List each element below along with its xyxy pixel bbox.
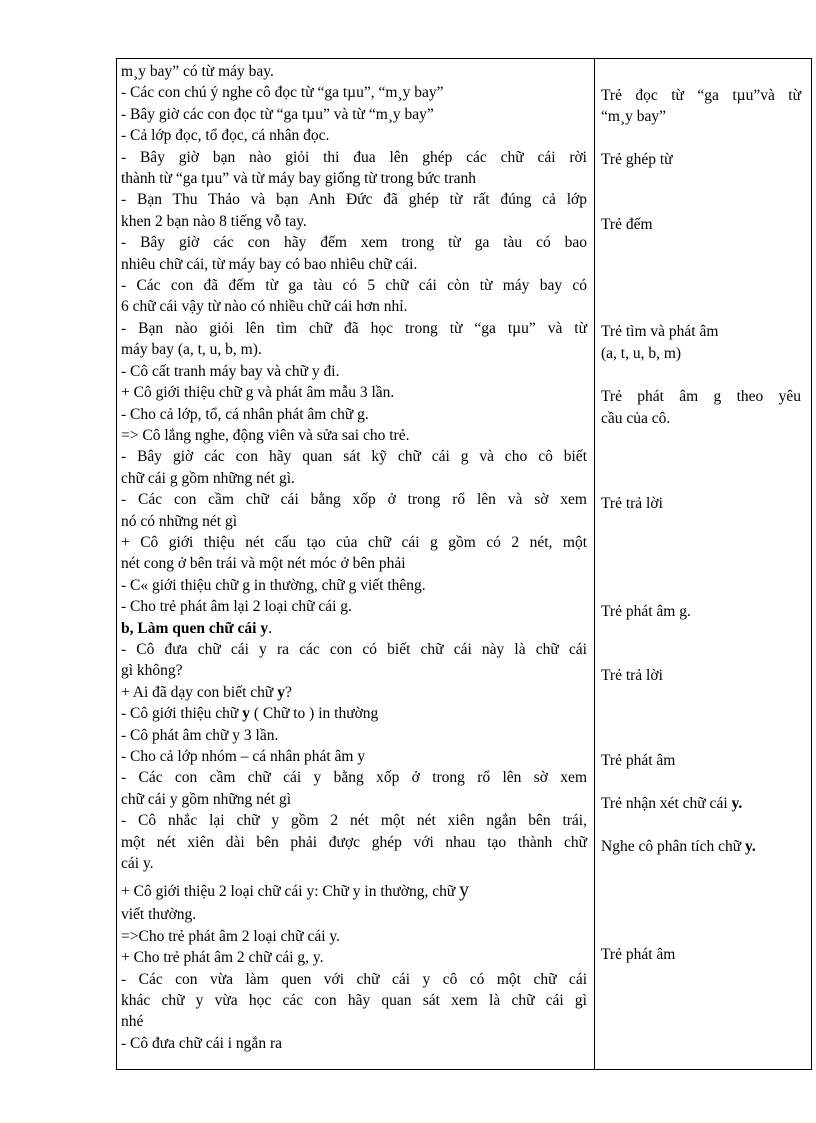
text-segment: - Cô giới thiệu chữ — [121, 705, 243, 723]
text-line: - C« giới thiệu chữ g in thường, chữ g viết thêng. — [121, 576, 426, 594]
text-line: nhiêu chữ cái, từ máy bay có bao nhiêu chữ cái. — [121, 255, 418, 273]
response-line: Trẻ ghép từ — [601, 151, 673, 168]
response-line: Trẻ phát âm — [601, 946, 676, 963]
text-line: - Bây giờ các con hãy đếm xem trong từ ga tàu có bao — [121, 234, 587, 252]
section-heading-suffix: . — [268, 619, 272, 637]
cursive-y-letter: y — [459, 879, 470, 902]
response-line: Trẻ phát âm — [601, 752, 676, 769]
text-line: gì không? — [121, 662, 183, 680]
section-heading-letter: y — [260, 619, 269, 637]
text-line: 6 chữ cái vậy từ nào có nhiều chữ cái hơn nhỉ. — [121, 298, 408, 316]
text-segment: + Cô giới thiệu 2 loại chữ cái y: Chữ y in thường, chữ — [121, 883, 460, 901]
response-line — [601, 793, 742, 814]
text-line: - Các con vừa làm quen với chữ cái y cô có một chữ cái — [121, 970, 587, 988]
section-heading — [121, 618, 587, 639]
text-segment: + Ai đã dạy con biết chữ — [121, 683, 278, 701]
text-line: - Cô cất tranh máy bay và chữ y đi. — [121, 362, 340, 380]
section-heading-text: b, Làm quen chữ cái — [121, 619, 261, 637]
response-line: cầu của cô. — [601, 410, 671, 427]
text-line: - Cô đưa chữ cái y ra các con có biết chữ cái này là chữ cái — [121, 640, 587, 658]
text-line: + Cô giới thiệu chữ g và phát âm mẫu 3 lần. — [121, 384, 395, 402]
text-line: =>Cho trẻ phát âm 2 loại chữ cái y. — [121, 927, 340, 945]
text-line: + Cho trẻ phát âm 2 chữ cái g, y. — [121, 949, 324, 967]
text-line: - Bây giờ các con hãy quan sát kỹ chữ cái g và cho cô biết — [121, 448, 587, 466]
response-line: Trẻ tìm và phát âm — [601, 323, 719, 340]
text-line: khen 2 bạn nào 8 tiếng vỗ tay. — [121, 212, 307, 230]
bold-letter: y. — [744, 838, 756, 855]
text-line: viết thường. — [121, 906, 197, 924]
text-line: - Cho cả lớp, tổ, cá nhân phát âm chữ g. — [121, 405, 369, 423]
response-line: Trẻ đếm — [601, 216, 653, 233]
text-line: - Bây giờ bạn nào giỏi thi đua lên ghép các chữ cái rời — [121, 148, 587, 166]
response-line: Trẻ trả lời — [601, 667, 663, 684]
response-line — [601, 836, 756, 857]
text-line: nhé — [121, 1013, 144, 1031]
text-line: nó có những nét gì — [121, 512, 238, 530]
text-line — [121, 878, 587, 904]
text-line: khác chữ y vừa học các con hãy quan sát xem là chữ cái gì — [121, 992, 587, 1010]
text-line: thành từ “ga tµu” và từ máy bay giống từ trong bức tranh — [121, 170, 477, 188]
text-line: một nét xiên dài bên phải được ghép với nhau tạo thành chữ — [121, 833, 587, 851]
text-line — [121, 682, 587, 703]
text-line: - Các con cầm chữ cái bằng xốp ở trong rổ lên và sờ xem — [121, 491, 587, 509]
text-line: chữ cái y gồm những nét gì — [121, 790, 292, 808]
text-segment: Trẻ nhận xét chữ cái — [601, 795, 732, 812]
text-line: - Cô phát âm chữ y 3 lần. — [121, 726, 279, 744]
text-line: + Cô giới thiệu nét cấu tạo của chữ cái g gồm có 2 nét, một — [121, 533, 587, 551]
response-line: “m¸y bay” — [601, 108, 666, 125]
text-line: - Cả lớp đọc, tổ đọc, cá nhân đọc. — [121, 127, 330, 145]
text-line: cái y. — [121, 855, 154, 873]
text-line: nét cong ở bên trái và một nét móc ở bên phải — [121, 555, 406, 573]
text-line: - Cho trẻ phát âm lại 2 loại chữ cái g. — [121, 598, 352, 616]
text-line: - Bây giờ các con đọc từ “ga tµu” và từ “m¸y bay” — [121, 105, 434, 123]
text-line: - Bạn Thu Thảo và bạn Anh Đức đã ghép từ rất đúng cả lớp — [121, 191, 587, 209]
text-line: chữ cái g gồm những nét gì. — [121, 469, 295, 487]
text-line: - Bạn nào giỏi lên tìm chữ đã học trong từ “ga tµu” và từ — [121, 319, 587, 337]
response-line: Trẻ trả lời — [601, 495, 663, 512]
text-line: - Cô nhắc lại chữ y gồm 2 nét một nét xiên ngắn bên trái, — [121, 812, 587, 830]
text-line: - Cho cả lớp nhóm – cá nhân phát âm y — [121, 748, 366, 765]
bold-letter: y. — [731, 795, 743, 812]
text-line: - Các con cầm chữ cái y bằng xốp ở trong rổ lên sờ xem — [121, 769, 587, 787]
response-line: Trẻ phát âm g theo yêu — [601, 388, 801, 405]
column-divider — [594, 59, 595, 1069]
text-segment: ( Chữ to ) in thường — [249, 705, 379, 723]
response-line: Trẻ phát âm g. — [601, 603, 691, 620]
bold-letter: y — [277, 683, 285, 701]
text-line: - Các con chú ý nghe cô đọc từ “ga tµu”, “m¸y bay” — [121, 84, 444, 102]
text-line — [121, 703, 587, 724]
text-segment: Nghe cô phân tích chữ — [601, 838, 745, 855]
text-line: - Các con đã đếm từ ga tàu có 5 chữ cái còn từ máy bay có — [121, 277, 587, 295]
text-segment: ? — [284, 683, 292, 701]
text-line: máy bay (a, t, u, b, m). — [121, 341, 262, 359]
text-line: - Cô đưa chữ cái i ngắn ra — [121, 1034, 282, 1052]
response-line: (a, t, u, b, m) — [601, 345, 682, 362]
text-line: m¸y bay” có từ máy bay. — [121, 63, 274, 80]
teacher-activities-column — [121, 61, 587, 1054]
lesson-table — [116, 58, 812, 1070]
bold-letter: y — [242, 705, 250, 723]
text-line: => Cô lắng nghe, động viên và sửa sai cho trẻ. — [121, 426, 410, 444]
response-line: Trẻ đọc từ “ga tµu”và từ — [601, 87, 801, 104]
